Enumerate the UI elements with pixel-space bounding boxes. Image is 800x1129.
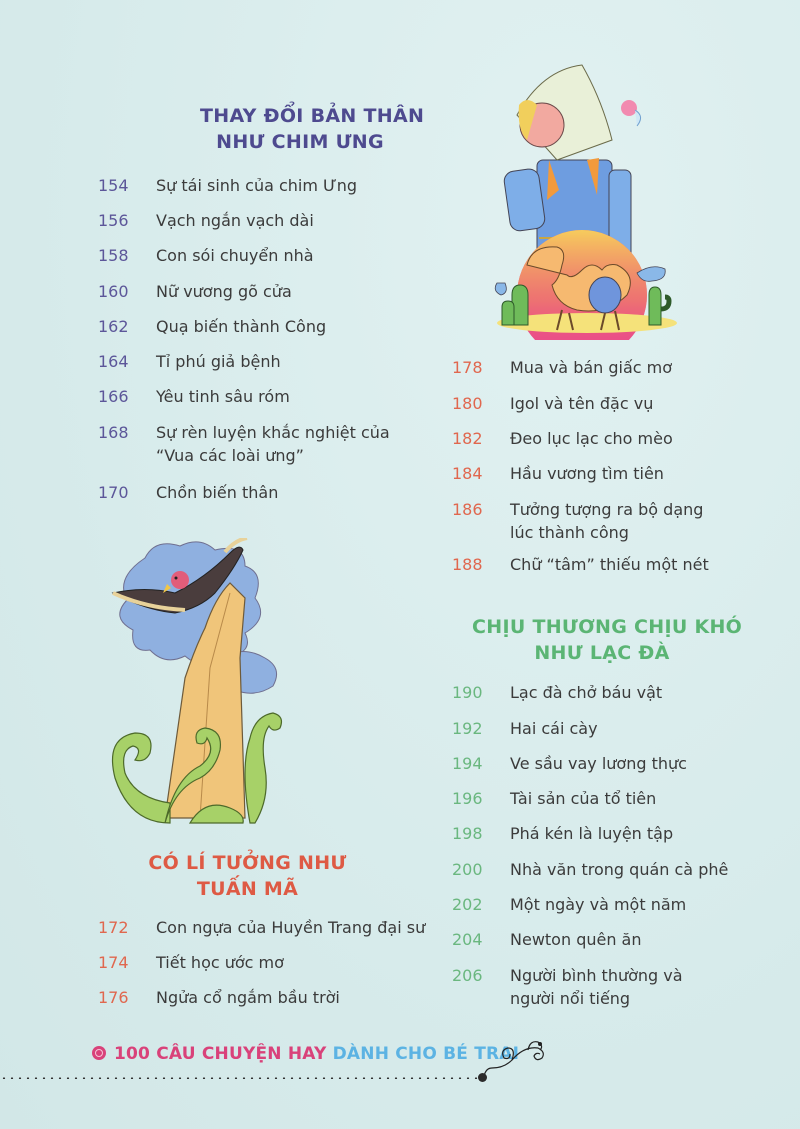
story-title: Một ngày và một năm: [510, 895, 687, 914]
page-number: 158: [98, 246, 129, 265]
story-title: Hai cái cày: [510, 719, 598, 738]
page-number: 204: [452, 930, 483, 949]
section-title-line: TUẤN MÃ: [196, 878, 299, 900]
book-title-footer: [114, 1044, 519, 1064]
page-number: 196: [452, 789, 483, 808]
page-number: 190: [452, 683, 483, 702]
page-number: 200: [452, 860, 483, 879]
story-title: Newton quên ăn: [510, 930, 642, 949]
page-number: 194: [452, 754, 483, 773]
page-number: 166: [98, 387, 129, 406]
section-title-camel: [472, 614, 743, 666]
story-title: Igol và tên đặc vụ: [510, 394, 654, 413]
story-title: Vạch ngắn vạch dài: [156, 211, 314, 230]
story-title: Tài sản của tổ tiên: [510, 789, 657, 808]
section-title-horse: [140, 850, 355, 902]
story-title: Nữ vương gõ cửa: [156, 282, 292, 301]
story-title: Chồn biến thân: [156, 483, 279, 502]
section-title-eagle: [200, 103, 425, 155]
page-number: 172: [98, 918, 129, 937]
story-title: Chữ “tâm” thiếu một nét: [510, 555, 709, 574]
story-title: Quạ biến thành Công: [156, 317, 327, 336]
camel-desert-illustration: [487, 225, 687, 345]
story-title: Con ngựa của Huyền Trang đại sư: [156, 918, 426, 937]
page-number: 170: [98, 483, 129, 502]
story-title: Tỉ phú giả bệnh: [156, 352, 281, 371]
story-title: Sự rèn luyện khắc nghiệt của: [156, 423, 390, 442]
page-number: 156: [98, 211, 129, 230]
story-title: Mua và bán giấc mơ: [510, 358, 673, 377]
story-title-continued: “Vua các loài ưng”: [156, 446, 304, 465]
page-number: 188: [452, 555, 483, 574]
story-title: Con sói chuyển nhà: [156, 246, 314, 265]
story-title: Ngửa cổ ngắm bầu trời: [156, 988, 340, 1007]
book-title-part1: 100 CÂU CHUYỆN HAY: [114, 1044, 327, 1064]
page-number: 198: [452, 824, 483, 843]
story-title: Đeo lục lạc cho mèo: [510, 429, 673, 448]
story-title-continued: lúc thành công: [510, 523, 629, 542]
page-number: 178: [452, 358, 483, 377]
page-number: 192: [452, 719, 483, 738]
page-number: 206: [452, 966, 483, 985]
story-title: Tưởng tượng ra bộ dạng: [510, 500, 704, 519]
story-title: Lạc đà chở báu vật: [510, 683, 663, 702]
section-title-line: NHƯ LẠC ĐÀ: [534, 642, 670, 664]
story-title: Ve sầu vay lương thực: [510, 754, 687, 773]
footer-dotted-rule: [0, 1077, 480, 1079]
page-number: 202: [452, 895, 483, 914]
eagle-on-mountain-illustration: [105, 538, 305, 828]
footer-bullet-icon: [92, 1046, 106, 1060]
story-title: Sự tái sinh của chim Ưng: [156, 176, 358, 195]
section-title-line: THAY ĐỔI BẢN THÂN: [200, 105, 425, 127]
story-title: Người bình thường và: [510, 966, 683, 985]
page-number: 162: [98, 317, 129, 336]
page-number: 164: [98, 352, 129, 371]
page-number: 186: [452, 500, 483, 519]
page-number: 160: [98, 282, 129, 301]
story-title: Phá kén là luyện tập: [510, 824, 674, 843]
page-number: 174: [98, 953, 129, 972]
story-title: Yêu tinh sâu róm: [156, 387, 290, 406]
story-title: Hầu vương tìm tiên: [510, 464, 664, 483]
section-title-line: NHƯ CHIM ƯNG: [216, 131, 384, 153]
story-title-continued: người nổi tiếng: [510, 989, 631, 1008]
story-title: Nhà văn trong quán cà phê: [510, 860, 729, 879]
story-title: Tiết học ước mơ: [156, 953, 284, 972]
page-number: 154: [98, 176, 129, 195]
book-title-part2: DÀNH CHO BÉ TRAI: [332, 1044, 520, 1064]
page-number: 168: [98, 423, 129, 442]
footer-rule-end-dot: [478, 1073, 487, 1082]
page-number: 176: [98, 988, 129, 1007]
page-number: 180: [452, 394, 483, 413]
page-number: 184: [452, 464, 483, 483]
section-title-line: CÓ LÍ TƯỞNG NHƯ: [148, 852, 347, 874]
page-number: 182: [452, 429, 483, 448]
section-title-line: CHỊU THƯƠNG CHỊU KHÓ: [472, 616, 743, 638]
swirl-ornament-icon: [484, 1038, 564, 1083]
